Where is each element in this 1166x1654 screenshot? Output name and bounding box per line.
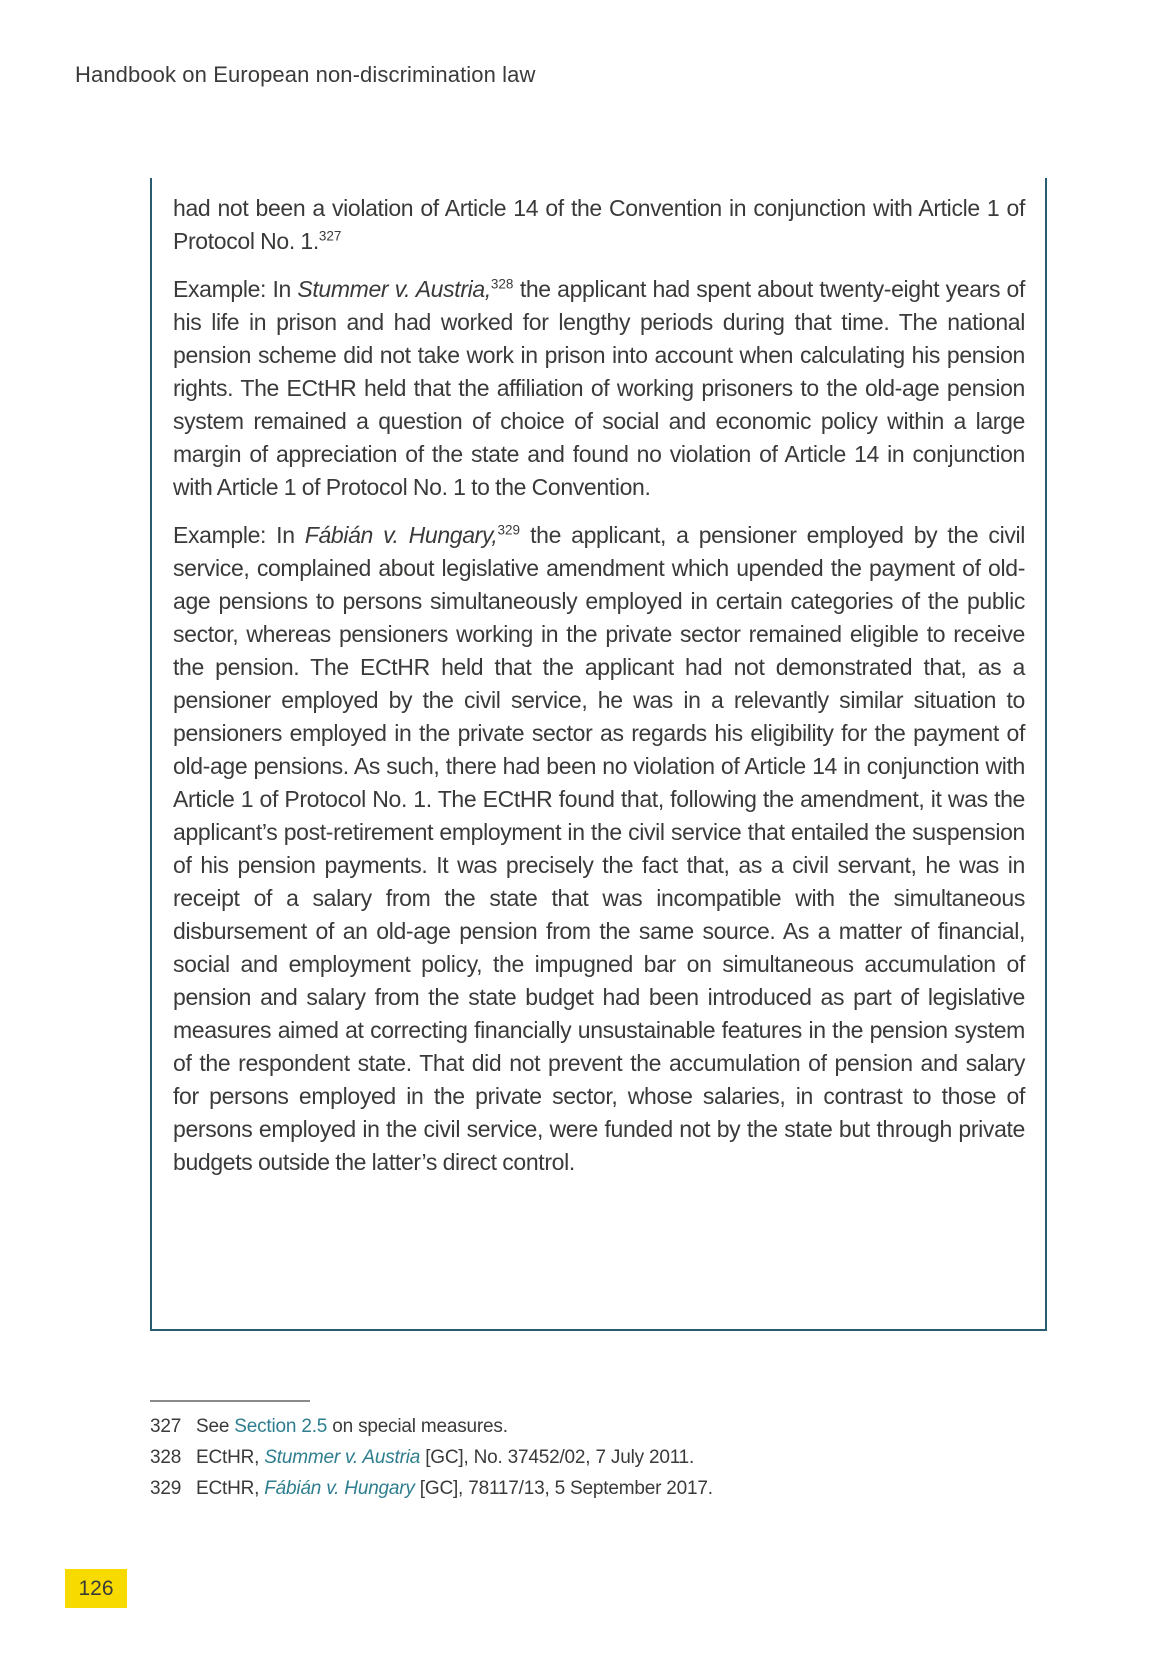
footnote-plain-text: See	[196, 1416, 235, 1437]
body-paragraph	[173, 519, 1025, 1179]
footnote-item	[150, 1442, 930, 1473]
body-text: the applicant had spent about twenty-eight years of his life in prison and had worked for lengthy periods during that time. The national pension scheme did not take work in prison into account when calculating his pension rights. The ECtHR held that the affiliation of working prisoners to the old-age pension system remained a question of choice of social and economic policy within a large margin of appreciation of the state and found no violation of Article 14 in conjunction with Article 1 of Protocol No. 1 to the Convention.	[173, 276, 1025, 500]
footnote-item	[150, 1473, 930, 1504]
example-box-paragraphs	[173, 192, 1025, 1179]
footnote-link[interactable]: Stummer v. Austria	[264, 1447, 421, 1468]
case-name-italic: Stummer v. Austria,	[297, 276, 491, 302]
body-paragraph	[173, 273, 1025, 504]
footnote-plain-text: on special measures.	[327, 1416, 508, 1437]
case-name-italic: Fábián v. Hungary,	[304, 522, 498, 548]
body-text: Example: In	[173, 522, 305, 548]
footnote-marker[interactable]: 328	[490, 276, 514, 292]
footnote-text	[196, 1473, 713, 1504]
footnote-number: 328	[150, 1447, 182, 1468]
footnote-plain-text: ECtHR,	[196, 1447, 265, 1468]
footnote-item	[150, 1411, 930, 1442]
body-paragraph	[173, 192, 1025, 258]
footnote-marker[interactable]: 329	[497, 522, 521, 538]
page-number-tab	[65, 1569, 127, 1608]
footnote-text	[196, 1442, 694, 1473]
footnote-separator-rule	[150, 1400, 310, 1402]
footnote-marker[interactable]: 327	[318, 228, 342, 244]
body-text: Example: In	[173, 276, 298, 302]
example-case-box	[150, 178, 1047, 1331]
footnote-text	[196, 1411, 508, 1442]
footnote-number: 329	[150, 1478, 182, 1499]
footnote-link[interactable]: Fábián v. Hungary	[264, 1478, 415, 1499]
footnote-list	[150, 1411, 930, 1504]
footnote-plain-text: ECtHR,	[196, 1478, 265, 1499]
body-text: the applicant, a pensioner employed by the civil service, complained about legislative amendment which upended the payment of old-age pensions to persons simultaneously employed in certain categories of the public sector, whereas pensioners working in the private sector remained eligible to receive the pension. The ECtHR held that the applicant had not demonstrated that, as a pensioner employed by the civil service, he was in a relevantly similar situation to pensioners employed in the private sector as regards his eligibility for the payment of old-age pensions. As such, there had been no violation of Article 14 in conjunction with Article 1 of Protocol No. 1. The ECtHR found that, following the amendment, it was the applicant’s post-retirement employment in the civil service that entailed the suspension of his pension payments. It was precisely the fact that, as a civil servant, he was in receipt of a salary from the state that was incompatible with the simultaneous disbursement of an old-age pension from the same source. As a matter of financial, social and employment policy, the impugned bar on simultaneous accumulation of pension and salary from the state budget had been introduced as part of legislative measures aimed at correcting financially unsustainable features in the pension system of the respondent state. That did not prevent the accumulation of pension and salary for persons employed in the private sector, whose salaries, in contrast to those of persons employed in the civil service, were funded not by the state but through private budgets outside the latter’s direct control.	[173, 522, 1025, 1175]
footnote-plain-text: [GC], No. 37452/02, 7 July 2011.	[420, 1447, 695, 1468]
footnotes-section	[150, 1400, 930, 1504]
footnote-link[interactable]: Section 2.5	[234, 1416, 328, 1437]
page-number: 126	[78, 1576, 114, 1600]
footnote-plain-text: [GC], 78117/13, 5 September 2017.	[414, 1478, 713, 1499]
body-text: had not been a violation of Article 14 of the Convention in conjunction with Article 1 of Protocol No. 1.	[173, 195, 1025, 254]
footnote-number: 327	[150, 1416, 182, 1437]
running-header: Handbook on European non-discrimination law	[75, 62, 536, 87]
